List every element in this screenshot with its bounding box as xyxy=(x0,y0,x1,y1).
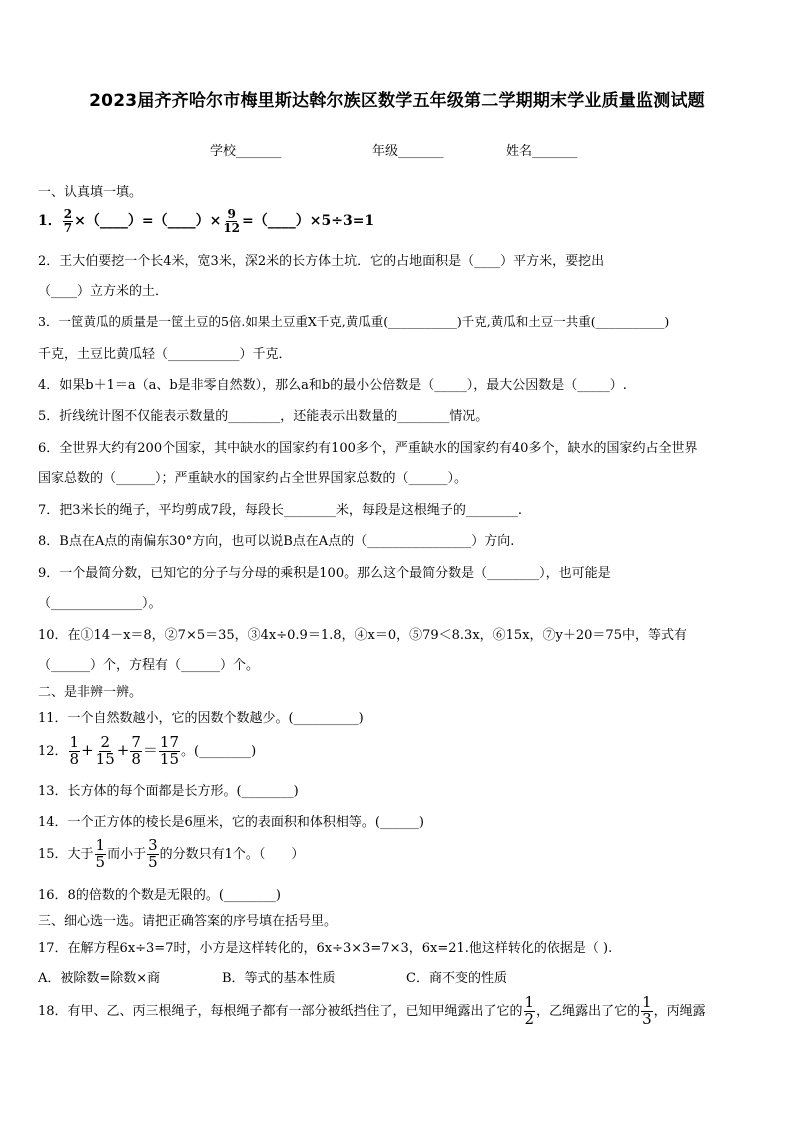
question-text: 而小于 xyxy=(107,846,147,862)
question-text: ×（____）=（____）× xyxy=(74,213,222,230)
question-text: 的分数只有1个。（ ） xyxy=(159,846,305,862)
question-6-line-2: 国家总数的（______）；严重缺水的国家约占全世界国家总数的（______）。 xyxy=(38,471,468,486)
question-text: 18．有甲、乙、丙三根绳子，每根绳子都有一部分被纸挡住了，已知甲绳露出了它的 xyxy=(38,1003,523,1019)
question-3-line-2: 千克，土豆比黄瓜轻（___________）千克． xyxy=(38,347,292,362)
option-b: B．等式的基本性质 xyxy=(222,971,336,986)
question-16: 16．8的倍数的个数是无限的。(________) xyxy=(38,888,281,903)
fraction: $\frac{1}{3}$ xyxy=(642,993,652,1028)
fraction: $\frac{17}{15}$ xyxy=(159,733,179,768)
question-number: 1． xyxy=(38,213,62,230)
fraction: $\frac{2}{15}$ xyxy=(95,733,115,768)
question-15 xyxy=(38,838,304,871)
answer-blank: 。(________) xyxy=(181,743,257,759)
question-text: =（____）×5÷3=1 xyxy=(242,213,375,230)
question-18 xyxy=(38,995,706,1028)
school-field: 学校_______ xyxy=(210,144,282,159)
question-text: ，丙绳露 xyxy=(653,1003,706,1019)
section-heading-choose: 三、细心选一选。请把正确答案的序号填在括号里。 xyxy=(38,914,338,929)
question-1 xyxy=(38,208,374,234)
option-a: A．被除数=除数×商 xyxy=(38,971,161,986)
question-9-line-1: 9．一个最简分数，已知它的分子与分母的乘积是100。那么这个最简分数是（________），也可能是 xyxy=(38,566,611,581)
question-11: 11．一个自然数越小，它的因数个数越少。(__________) xyxy=(38,711,364,726)
question-7: 7．把3米长的绳子，平均剪成7段，每段长________米，每段是这根绳子的________. xyxy=(38,503,522,518)
question-6-line-1: 6．全世界大约有200个国家，其中缺水的国家约有100多个，严重缺水的国家约有40多个，缺水的国家约占全世界 xyxy=(38,441,698,456)
question-13: 13．长方体的每个面都是长方形。(________) xyxy=(38,784,299,799)
question-2-line-1: 2．王大伯要挖一个长4米，宽3米，深2米的长方体土坑．它的占地面积是（____）平方米，要挖出 xyxy=(38,254,605,269)
section-heading-fill: 一、认真填一填。 xyxy=(38,185,143,200)
question-4: 4．如果b＋1＝a（a、b是非零自然数），那么a和b的最小公倍数是（_____），最大公因数是（_____）. xyxy=(38,378,627,393)
question-number: 12． xyxy=(38,743,68,759)
question-9-line-2: （______________）。 xyxy=(38,596,162,611)
section-heading-judge: 二、是非辨一辨。 xyxy=(38,685,143,700)
question-2-line-2: （____）立方米的土． xyxy=(38,284,169,299)
fraction: $\frac{9}{12}$ xyxy=(223,207,241,235)
name-field: 姓名_______ xyxy=(506,144,578,159)
fraction: $\frac{7}{8}$ xyxy=(131,733,141,768)
page-title: 2023届齐齐哈尔市梅里斯达斡尔族区数学五年级第二学期期末学业质量监测试题 xyxy=(89,91,705,111)
question-5: 5．折线统计图不仅能表示数量的________，还能表示出数量的________情况。 xyxy=(38,409,489,424)
fraction: $\frac{3}{5}$ xyxy=(148,836,158,871)
question-text: 15．大于 xyxy=(38,846,94,862)
question-8: 8．B点在A点的南偏东30°方向，也可以说B点在A点的（________________）方向. xyxy=(38,534,515,549)
question-14: 14．一个正方体的棱长是6厘米，它的表面积和体积相等。(______) xyxy=(38,815,424,830)
question-17: 17．在解方程6x÷3=7时，小方是这样转化的，6x÷3×3=7×3，6x=21.他这样转化的依据是（ ). xyxy=(38,941,613,956)
fraction: $\frac{1}{8}$ xyxy=(69,733,80,768)
fraction: $\frac{1}{2}$ xyxy=(524,993,535,1028)
question-text: ，乙绳露出了它的 xyxy=(536,1003,641,1019)
question-12: 12． $\frac{1}{8}$ + $\frac{2}{15}$ + $\frac{7}{8}$ ＝ $\frac{17}{15}$ 。(________) xyxy=(38,733,257,768)
grade-field: 年级_______ xyxy=(372,144,444,159)
question-10-line-2: （______）个，方程有（______）个。 xyxy=(38,658,260,673)
fraction: $\frac{1}{5}$ xyxy=(95,836,106,871)
option-c: C．商不变的性质 xyxy=(406,971,507,986)
question-3-line-1: 3．一筐黄瓜的质量是一筐土豆的5倍.如果土豆重X千克,黄瓜重(___________)千克,黄瓜和土豆一共重(___________) xyxy=(38,314,670,329)
fraction: $\frac{2}{7}$ xyxy=(63,207,73,235)
question-10-line-1: 10．在①14－x＝8，②7×5＝35，③4x÷0.9＝1.8，④x＝0，⑤79＜8.3x，⑥15x，⑦y＋20＝75中，等式有 xyxy=(38,628,687,643)
